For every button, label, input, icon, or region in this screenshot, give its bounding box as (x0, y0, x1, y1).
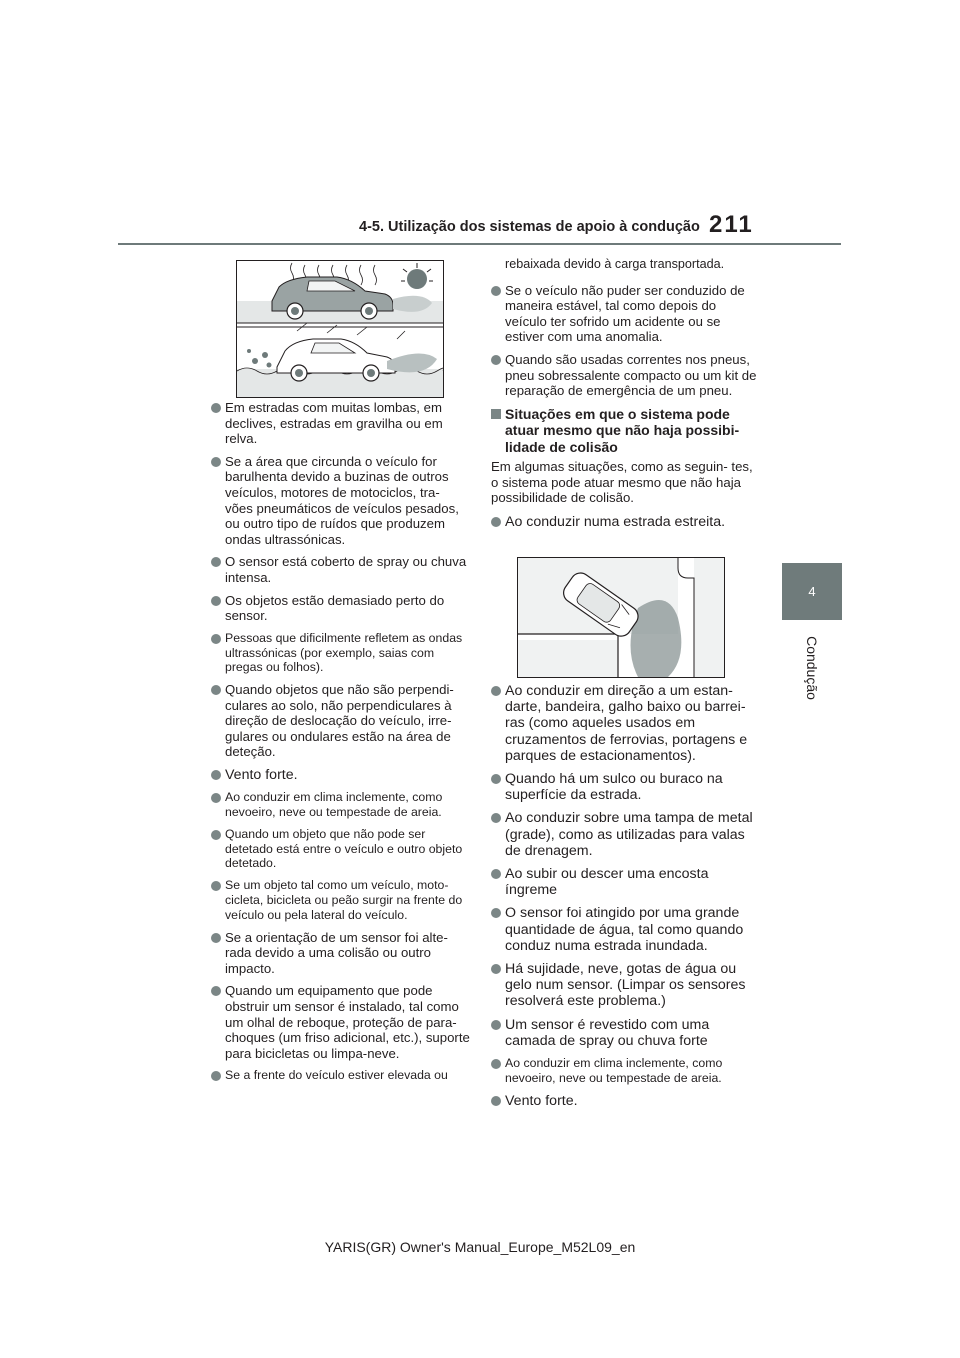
list-item: Quando são usadas correntes nos pneus, pneu sobressalente compacto ou um kit de reparação de emergência de um pneu. (491, 352, 757, 399)
right-column-lower (491, 683, 757, 1116)
list-item: Vento forte. (491, 1093, 757, 1109)
list-item: Vento forte. (211, 767, 471, 783)
chapter-tab (782, 563, 842, 620)
section-intro: Em algumas situações, como as seguin- tes, o sistema pode atuar mesmo que não haja possibilidade de colisão. (491, 459, 753, 506)
header-rule (118, 243, 841, 245)
list-item: Quando há um sulco ou buraco na superfície da estrada. (491, 771, 757, 803)
right-column (491, 251, 757, 537)
list-item: Se o veículo não puder ser conduzido de maneira estável, tal como depois do veículo ter sofrido um acidente ou se estiver com uma anomalia. (491, 283, 757, 345)
chapter-label-text: Condução (804, 636, 820, 700)
section-heading: Situações em que o sistema pode atuar mesmo que não haja possibi- lidade de colisão (491, 406, 757, 456)
list-item: Os objetos estão demasiado perto do sensor. (211, 593, 471, 624)
list-item: Ao conduzir em clima inclemente, como nevoeiro, neve ou tempestade de areia. (211, 790, 471, 820)
chapter-number: 4 (808, 584, 816, 599)
left-column (211, 400, 471, 1090)
list-item: Um sensor é revestido com uma camada de spray ou chuva forte (491, 1017, 757, 1049)
list-item: Ao conduzir numa estrada estreita. (491, 514, 757, 530)
narrow-road-illustration (518, 558, 724, 677)
figure-noise-rough-road (236, 260, 444, 398)
list-item: Se um objeto tal como um veículo, moto- cicleta, bicicleta ou peão surgir na frente do veículo ou pela lateral do veículo. (211, 878, 471, 922)
list-item: Ao conduzir em clima inclemente, como nevoeiro, neve ou tempestade de areia. (491, 1056, 757, 1086)
list-item: Se a frente do veículo estiver elevada ou (211, 1068, 471, 1083)
list-item: O sensor está coberto de spray ou chuva intensa. (211, 554, 471, 585)
section-title: 4-5. Utilização dos sistemas de apoio à condução (359, 219, 700, 235)
list-item: Há sujidade, neve, gotas de água ou gelo num sensor. (Limpar os sensores resolverá este problema.) (491, 961, 757, 1010)
list-item: Quando um objeto que não pode ser detetado está entre o veículo e outro objeto detetado. (211, 827, 471, 871)
list-item: Quando objetos que não são perpendi- culares ao solo, não perpendiculares à direção de deslocação do veículo, irre- gulares ou ondulares estão na área de deteção. (211, 682, 471, 760)
list-item: Quando um equipamento que pode obstruir um sensor é instalado, tal como um olhal de reboque, proteção de para- choques (um friso adicional, etc.), suporte para bicicletas ou limpa-neve. (211, 983, 471, 1061)
noise-rough-road-illustration (237, 261, 443, 397)
list-item: Se a orientação de um sensor foi alte- rada devido a uma colisão ou outro impacto. (211, 930, 471, 977)
list-item: Em estradas com muitas lombas, em declives, estradas em gravilha ou em relva. (211, 400, 471, 447)
list-item: Pessoas que dificilmente refletem as ondas ultrassónicas (por exemplo, saias com pregas ou folhos). (211, 631, 471, 675)
chapter-label (780, 628, 844, 708)
list-item: Se a área que circunda o veículo for barulhenta devido a buzinas de outros veículos, motores de motociclos, tra- vões pneumáticos de veículos pesados, ou outro tipo de ruídos que produzem ondas ultrassónicas. (211, 454, 471, 548)
page-number: 211 (709, 211, 754, 238)
list-item: Ao conduzir sobre uma tampa de metal (grade), como as utilizadas para valas de drenagem. (491, 810, 757, 859)
list-item: Ao subir ou descer uma encosta íngreme (491, 866, 757, 898)
figure-narrow-road (517, 557, 725, 678)
list-item: Ao conduzir em direção a um estan- darte, bandeira, galho baixo ou barrei- ras (como aqueles usados em cruzamentos de ferrovias, portagens e parques de estacionamentos). (491, 683, 757, 764)
list-item: O sensor foi atingido por uma grande quantidade de água, tal como quando conduz numa estrada inundada. (491, 905, 757, 954)
continued-text: rebaixada devido à carga transportada. (505, 257, 725, 271)
footer-text: YARIS(GR) Owner's Manual_Europe_M52L09_en (324, 1239, 636, 1255)
